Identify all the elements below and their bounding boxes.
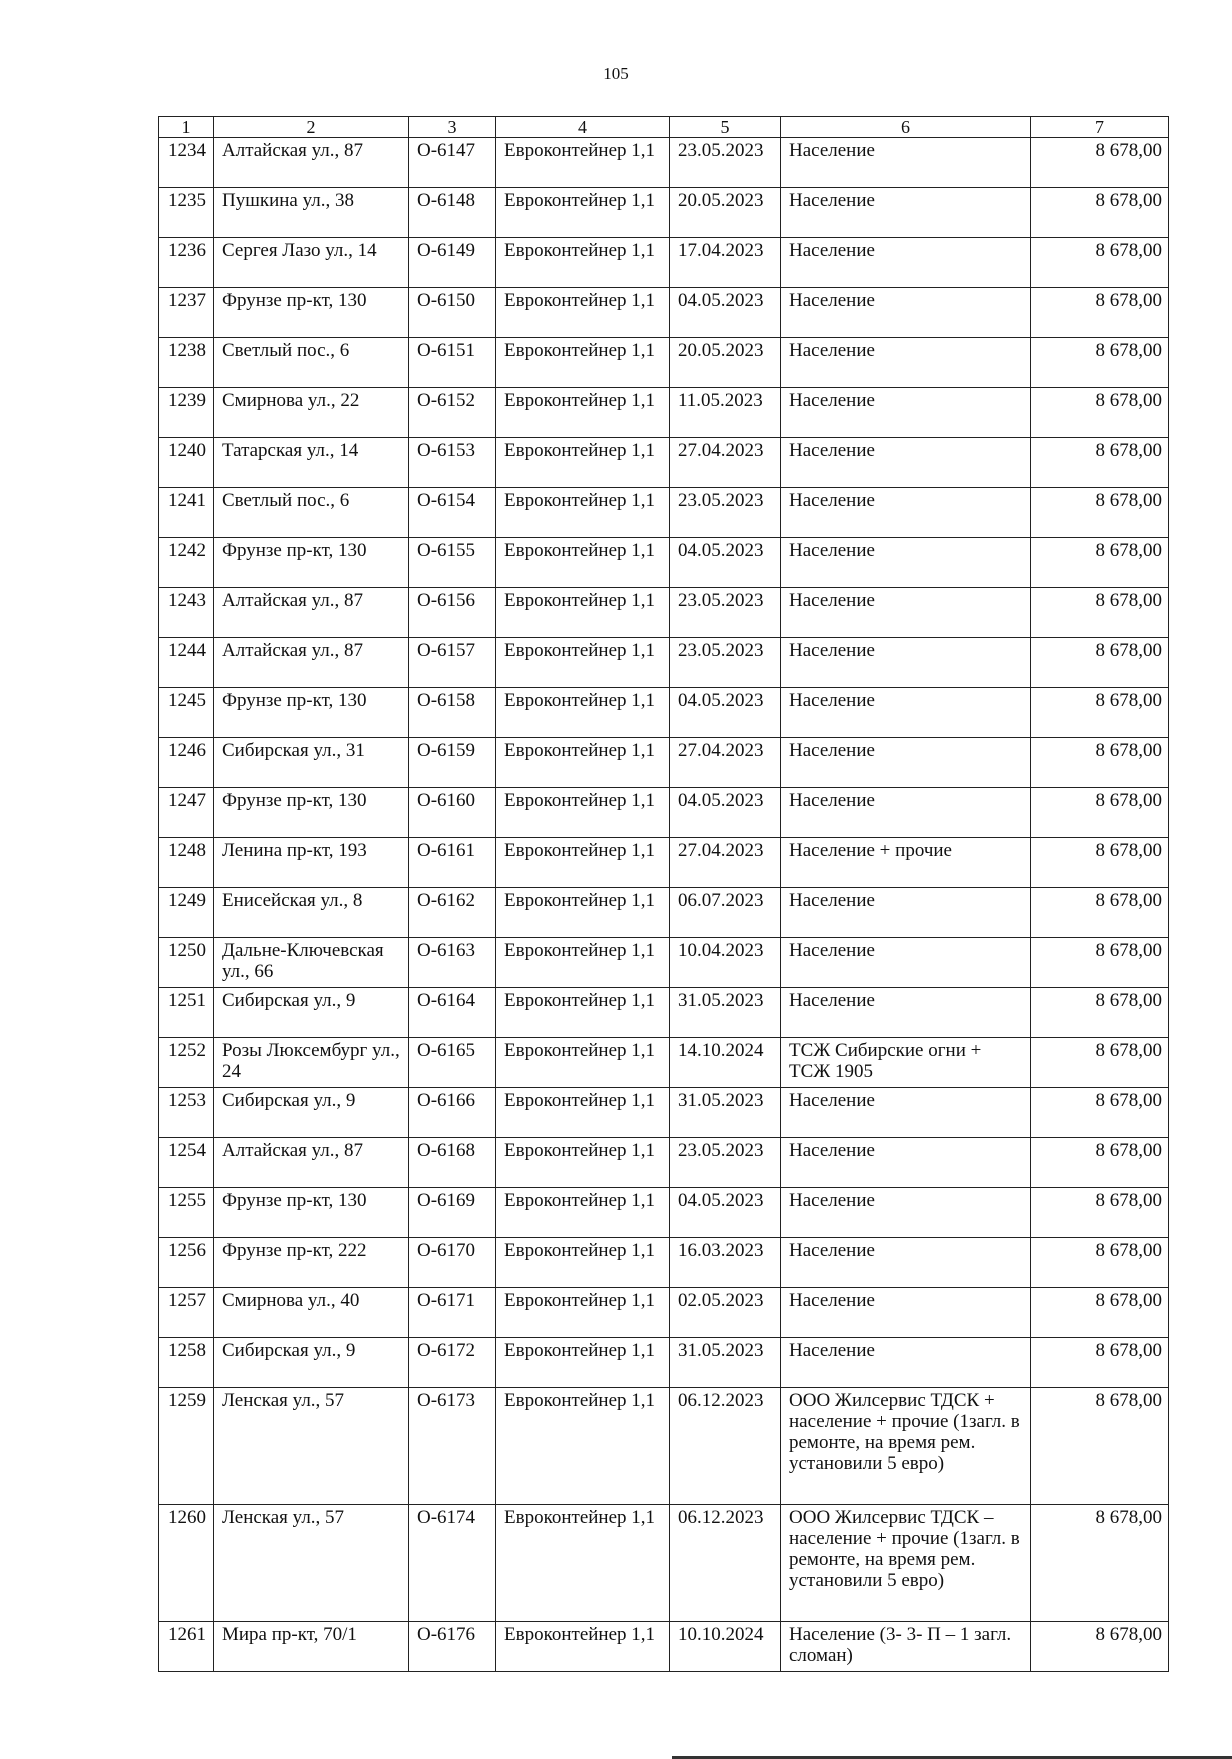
owner-cell: Население [781,688,1031,738]
price-cell: 8 678,00 [1031,388,1169,438]
table-row [159,438,1169,488]
address-cell: Сибирская ул., 9 [214,1088,409,1138]
price-cell: 8 678,00 [1031,138,1169,188]
header-cell: 2 [214,117,409,138]
code-cell: О-6153 [409,438,496,488]
owner-cell: Население [781,1188,1031,1238]
container-type-cell: Евроконтейнер 1,1 [496,1188,670,1238]
address-cell: Фрунзе пр-кт, 130 [214,688,409,738]
code-cell: О-6170 [409,1238,496,1288]
price-cell: 8 678,00 [1031,488,1169,538]
table-row [159,338,1169,388]
owner-cell: Население [781,288,1031,338]
owner-cell: Население [781,738,1031,788]
address-cell: Фрунзе пр-кт, 130 [214,538,409,588]
owner-cell: Население [781,1288,1031,1338]
header-cell: 7 [1031,117,1169,138]
table-row [159,738,1169,788]
container-type-cell: Евроконтейнер 1,1 [496,488,670,538]
price-cell: 8 678,00 [1031,1188,1169,1238]
row-number: 1258 [159,1338,214,1388]
date-cell: 06.12.2023 [670,1388,781,1505]
owner-cell: Население [781,938,1031,988]
container-type-cell: Евроконтейнер 1,1 [496,388,670,438]
address-cell: Сибирская ул., 9 [214,988,409,1038]
code-cell: О-6149 [409,238,496,288]
table-row [159,238,1169,288]
address-cell: Светлый пос., 6 [214,488,409,538]
container-type-cell: Евроконтейнер 1,1 [496,838,670,888]
date-cell: 11.05.2023 [670,388,781,438]
price-cell: 8 678,00 [1031,288,1169,338]
code-cell: О-6162 [409,888,496,938]
container-type-cell: Евроконтейнер 1,1 [496,538,670,588]
row-number: 1255 [159,1188,214,1238]
row-number: 1251 [159,988,214,1038]
container-type-cell: Евроконтейнер 1,1 [496,588,670,638]
address-cell: Светлый пос., 6 [214,338,409,388]
row-number: 1242 [159,538,214,588]
address-cell: Фрунзе пр-кт, 130 [214,1188,409,1238]
row-number: 1240 [159,438,214,488]
owner-cell: Население [781,138,1031,188]
price-cell: 8 678,00 [1031,1622,1169,1672]
owner-cell: Население [781,788,1031,838]
table-row [159,888,1169,938]
code-cell: О-6169 [409,1188,496,1238]
date-cell: 06.12.2023 [670,1505,781,1622]
code-cell: О-6160 [409,788,496,838]
header-cell: 6 [781,117,1031,138]
date-cell: 14.10.2024 [670,1038,781,1088]
owner-cell: Население [781,1338,1031,1388]
price-cell: 8 678,00 [1031,1238,1169,1288]
owner-cell: Население + прочие [781,838,1031,888]
table-row [159,638,1169,688]
date-cell: 04.05.2023 [670,288,781,338]
container-registry-table [158,116,1169,1672]
owner-cell: ООО Жилсервис ТДСК – население + прочие (1загл. в ремонте, на время рем. установили 5 евро) [781,1505,1031,1622]
container-type-cell: Евроконтейнер 1,1 [496,438,670,488]
date-cell: 31.05.2023 [670,1088,781,1138]
row-number: 1259 [159,1388,214,1505]
table-row [159,588,1169,638]
container-type-cell: Евроконтейнер 1,1 [496,688,670,738]
container-type-cell: Евроконтейнер 1,1 [496,1088,670,1138]
table-row [159,1505,1169,1622]
address-cell: Розы Люксембург ул., 24 [214,1038,409,1088]
address-cell: Ленская ул., 57 [214,1388,409,1505]
address-cell: Дальне-Ключевская ул., 66 [214,938,409,988]
table-row [159,1188,1169,1238]
owner-cell: Население [781,638,1031,688]
date-cell: 10.10.2024 [670,1622,781,1672]
date-cell: 20.05.2023 [670,338,781,388]
code-cell: О-6172 [409,1338,496,1388]
price-cell: 8 678,00 [1031,1338,1169,1388]
table-row [159,288,1169,338]
row-number: 1235 [159,188,214,238]
price-cell: 8 678,00 [1031,688,1169,738]
container-type-cell: Евроконтейнер 1,1 [496,288,670,338]
table-row [159,188,1169,238]
row-number: 1249 [159,888,214,938]
container-type-cell: Евроконтейнер 1,1 [496,338,670,388]
address-cell: Фрунзе пр-кт, 222 [214,1238,409,1288]
container-type-cell: Евроконтейнер 1,1 [496,1622,670,1672]
price-cell: 8 678,00 [1031,588,1169,638]
price-cell: 8 678,00 [1031,1388,1169,1505]
address-cell: Мира пр-кт, 70/1 [214,1622,409,1672]
address-cell: Сибирская ул., 9 [214,1338,409,1388]
container-type-cell: Евроконтейнер 1,1 [496,988,670,1038]
owner-cell: Население (3- 3- П – 1 загл. сломан) [781,1622,1031,1672]
date-cell: 27.04.2023 [670,738,781,788]
row-number: 1237 [159,288,214,338]
price-cell: 8 678,00 [1031,238,1169,288]
owner-cell: Население [781,238,1031,288]
code-cell: О-6147 [409,138,496,188]
row-number: 1239 [159,388,214,438]
code-cell: О-6150 [409,288,496,338]
code-cell: О-6166 [409,1088,496,1138]
address-cell: Алтайская ул., 87 [214,638,409,688]
code-cell: О-6176 [409,1622,496,1672]
address-cell: Фрунзе пр-кт, 130 [214,288,409,338]
address-cell: Алтайская ул., 87 [214,588,409,638]
container-type-cell: Евроконтейнер 1,1 [496,1238,670,1288]
owner-cell: Население [781,388,1031,438]
price-cell: 8 678,00 [1031,638,1169,688]
container-type-cell: Евроконтейнер 1,1 [496,938,670,988]
owner-cell: Население [781,1138,1031,1188]
address-cell: Татарская ул., 14 [214,438,409,488]
price-cell: 8 678,00 [1031,838,1169,888]
table-row [159,1088,1169,1138]
table-row [159,1138,1169,1188]
owner-cell: Население [781,1238,1031,1288]
address-cell: Алтайская ул., 87 [214,138,409,188]
date-cell: 04.05.2023 [670,538,781,588]
header-row [159,117,1169,138]
row-number: 1243 [159,588,214,638]
container-type-cell: Евроконтейнер 1,1 [496,1038,670,1088]
row-number: 1253 [159,1088,214,1138]
date-cell: 23.05.2023 [670,638,781,688]
owner-cell: Население [781,488,1031,538]
date-cell: 23.05.2023 [670,488,781,538]
date-cell: 04.05.2023 [670,1188,781,1238]
row-number: 1260 [159,1505,214,1622]
code-cell: О-6154 [409,488,496,538]
price-cell: 8 678,00 [1031,1505,1169,1622]
container-type-cell: Евроконтейнер 1,1 [496,638,670,688]
address-cell: Сергея Лазо ул., 14 [214,238,409,288]
owner-cell: Население [781,588,1031,638]
code-cell: О-6174 [409,1505,496,1622]
price-cell: 8 678,00 [1031,788,1169,838]
table-row [159,1388,1169,1505]
code-cell: О-6151 [409,338,496,388]
address-cell: Ленина пр-кт, 193 [214,838,409,888]
container-type-cell: Евроконтейнер 1,1 [496,1388,670,1505]
owner-cell: Население [781,338,1031,388]
price-cell: 8 678,00 [1031,1288,1169,1338]
header-cell: 3 [409,117,496,138]
date-cell: 27.04.2023 [670,438,781,488]
row-number: 1256 [159,1238,214,1288]
row-number: 1238 [159,338,214,388]
row-number: 1254 [159,1138,214,1188]
price-cell: 8 678,00 [1031,888,1169,938]
row-number: 1234 [159,138,214,188]
code-cell: О-6157 [409,638,496,688]
address-cell: Смирнова ул., 22 [214,388,409,438]
address-cell: Сибирская ул., 31 [214,738,409,788]
price-cell: 8 678,00 [1031,1088,1169,1138]
date-cell: 02.05.2023 [670,1288,781,1338]
owner-cell: Население [781,438,1031,488]
code-cell: О-6168 [409,1138,496,1188]
date-cell: 23.05.2023 [670,588,781,638]
table-row [159,988,1169,1038]
price-cell: 8 678,00 [1031,1138,1169,1188]
page-number: 105 [603,64,629,83]
address-cell: Смирнова ул., 40 [214,1288,409,1338]
code-cell: О-6152 [409,388,496,438]
row-number: 1244 [159,638,214,688]
table-row [159,1622,1169,1672]
price-cell: 8 678,00 [1031,938,1169,988]
date-cell: 04.05.2023 [670,688,781,738]
row-number: 1246 [159,738,214,788]
container-type-cell: Евроконтейнер 1,1 [496,188,670,238]
date-cell: 27.04.2023 [670,838,781,888]
date-cell: 23.05.2023 [670,138,781,188]
owner-cell: Население [781,988,1031,1038]
owner-cell: Население [781,888,1031,938]
table-row [159,938,1169,988]
container-type-cell: Евроконтейнер 1,1 [496,1338,670,1388]
table-row [159,488,1169,538]
code-cell: О-6173 [409,1388,496,1505]
row-number: 1257 [159,1288,214,1338]
address-cell: Алтайская ул., 87 [214,1138,409,1188]
price-cell: 8 678,00 [1031,1038,1169,1088]
code-cell: О-6161 [409,838,496,888]
row-number: 1241 [159,488,214,538]
date-cell: 31.05.2023 [670,1338,781,1388]
row-number: 1261 [159,1622,214,1672]
table-row [159,788,1169,838]
row-number: 1245 [159,688,214,738]
table-row [159,538,1169,588]
date-cell: 23.05.2023 [670,1138,781,1188]
code-cell: О-6155 [409,538,496,588]
price-cell: 8 678,00 [1031,438,1169,488]
row-number: 1248 [159,838,214,888]
address-cell: Пушкина ул., 38 [214,188,409,238]
address-cell: Фрунзе пр-кт, 130 [214,788,409,838]
code-cell: О-6156 [409,588,496,638]
date-cell: 31.05.2023 [670,988,781,1038]
owner-cell: Население [781,188,1031,238]
table-row [159,138,1169,188]
container-type-cell: Евроконтейнер 1,1 [496,1138,670,1188]
owner-cell: Население [781,538,1031,588]
owner-cell: ООО Жилсервис ТДСК + население + прочие (1загл. в ремонте, на время рем. установили 5 евро) [781,1388,1031,1505]
date-cell: 16.03.2023 [670,1238,781,1288]
row-number: 1236 [159,238,214,288]
price-cell: 8 678,00 [1031,738,1169,788]
table-row [159,1038,1169,1088]
header-cell: 4 [496,117,670,138]
header-cell: 5 [670,117,781,138]
container-type-cell: Евроконтейнер 1,1 [496,888,670,938]
price-cell: 8 678,00 [1031,988,1169,1038]
row-number: 1252 [159,1038,214,1088]
price-cell: 8 678,00 [1031,338,1169,388]
header-cell: 1 [159,117,214,138]
table-row [159,1238,1169,1288]
container-type-cell: Евроконтейнер 1,1 [496,238,670,288]
table-row [159,1288,1169,1338]
price-cell: 8 678,00 [1031,188,1169,238]
code-cell: О-6164 [409,988,496,1038]
container-type-cell: Евроконтейнер 1,1 [496,738,670,788]
code-cell: О-6148 [409,188,496,238]
address-cell: Енисейская ул., 8 [214,888,409,938]
date-cell: 20.05.2023 [670,188,781,238]
owner-cell: ТСЖ Сибирские огни + ТСЖ 1905 [781,1038,1031,1088]
container-type-cell: Евроконтейнер 1,1 [496,788,670,838]
container-type-cell: Евроконтейнер 1,1 [496,1505,670,1622]
code-cell: О-6165 [409,1038,496,1088]
row-number: 1247 [159,788,214,838]
code-cell: О-6171 [409,1288,496,1338]
date-cell: 17.04.2023 [670,238,781,288]
container-type-cell: Евроконтейнер 1,1 [496,138,670,188]
row-number: 1250 [159,938,214,988]
address-cell: Ленская ул., 57 [214,1505,409,1622]
owner-cell: Население [781,1088,1031,1138]
date-cell: 06.07.2023 [670,888,781,938]
price-cell: 8 678,00 [1031,538,1169,588]
table-row [159,1338,1169,1388]
code-cell: О-6159 [409,738,496,788]
code-cell: О-6158 [409,688,496,738]
date-cell: 10.04.2023 [670,938,781,988]
container-type-cell: Евроконтейнер 1,1 [496,1288,670,1338]
code-cell: О-6163 [409,938,496,988]
date-cell: 04.05.2023 [670,788,781,838]
table-row [159,388,1169,438]
table-row [159,838,1169,888]
table-row [159,688,1169,738]
